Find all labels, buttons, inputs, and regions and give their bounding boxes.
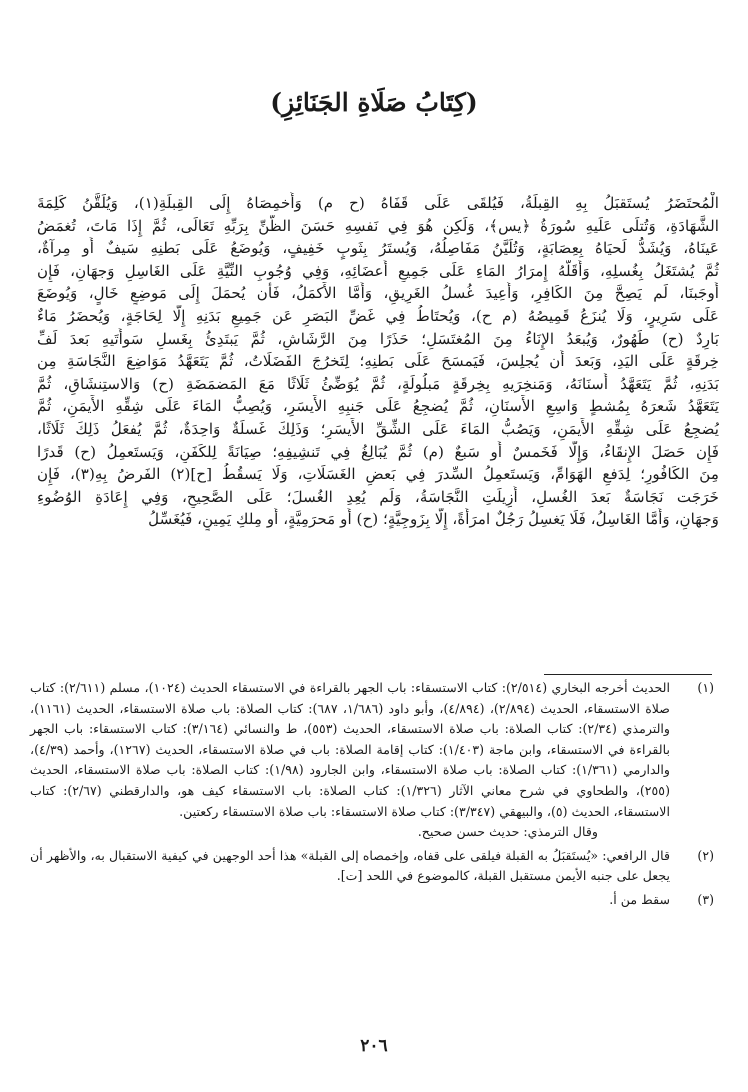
text-line: خِرقَةٍ عَلَى اليَدِ، وَبَعدَ أَن يُجلِسَ، فَيَمسَحَ عَلَى بَطنِهِ؛ لِتَخرُجَ الفَضَلَاتُ، ثُمَّ يَتَعَهَّدُ مَوَاضِعَ النَّجَاسَةِ مِن xyxy=(37,352,719,371)
main-text-body xyxy=(37,192,719,531)
footnote-text: الحديث أخرجه البخاري (٢/٥١٤): كتاب الاستسقاء: باب الجهر بالقراءة في الاستسقاء الحديث (١٠٢٤)، مسلم (٢/٦١١): كتاب صلاة الاستسقاء، الحديث (٢/٨٩٤)، (٤/٨٩٤)، وأبو داود (١/٦٨٦، ٦٨٧): كتاب الصلاة: باب صلاة الاستسقاء، الحديث (١١٦١)، والترمذي (٢/٣٤): كتاب الصلاة: باب صلاة الاستسقاء، الحديث (٥٥٣)، ط والنسائي (٣/١٦٤): كتاب الاستسقاء: باب الجهر بالقراءة في الاستسقاء، وابن ماجة (١/٤٠٣): كتاب إقامة الصلاة: باب في صلاة الاستسقاء، الحديث (١٢٦٧)، وأحمد (٤/٣٩)، والدارمي (١/٣٦١): كتاب الصلاة: باب صلاة الاستسقاء، وابن الجارود (١/٩٨): كتاب الصلاة: باب صلاة الاستسقاء، الحديث (٢٥٥)، والطحاوي في شرح معاني الآثار (١/٣٢٦): كتاب الصلاة: باب الاستسقاء كيف هو، والدارقطني (٢/٦٧): كتاب الاستسقاء، الحديث (٥)، والبيهقي (٣/٣٤٧): كتاب صلاة الاستسقاء: باب صلاة الاستسقاء ركعتين. xyxy=(30,680,671,819)
chapter-title: (كِتَابُ صَلَاةِ الجَنَائِزِ) xyxy=(270,88,478,117)
text-line: فَإِن حَصَلَ الإِنقَاءُ، وَإِلَّا فَخَمسٌ أَو سَبعٌ (م) ثُمَّ يُبَالِغُ فِي تَنشِيفِهِ؛ صِيَانَةً لِلكَفَنِ، وَيَستَعمِلُ (ح) قَدرًا xyxy=(37,442,719,461)
text-line: بَارِدٌ (ح) طَهُورٌ، وَيُبعَدُ الإِنَاءُ مِنَ المُغتَسَلِ؛ حَذَرًا مِنَ الرَّشَاشِ، ثُمَّ يَبتَدِئُ بِغَسلِ سَوأَتَيهِ بَعدَ لَفِّ xyxy=(37,329,719,348)
footnote xyxy=(30,890,716,911)
text-line: أَوجَبنَا، لَم يَصِحَّ مِنَ الكَافِرِ، وَأُعِيدَ غُسلُ الغَرِيقِ، وَأَمَّا الأَكمَلُ، فَأَن يُحمَلَ إِلَى مَوضِعٍ خَالٍ، وَيُوضَعَ xyxy=(37,284,719,303)
footnote-text: سقط من أ. xyxy=(609,891,670,907)
page-number: ٢٠٦ xyxy=(360,1036,388,1056)
text-line: يُضجِعُ عَلَى شِقِّهِ الأَيمَنِ، وَيَصُبُّ المَاءَ عَلَى الشِّقِّ الأَيسَرِ؛ وَذَلِكَ غَسلَةٌ وَاحِدَةٌ، ثُمَّ يُفعَلُ ذَلِكَ ثَلَاثًا، xyxy=(37,419,719,438)
text-line: وَجهَانِ، وَأَمَّا الغَاسِلُ، فَلَا يَغسِلُ رَجُلٌ امرَأَةً، إِلَّا بِزَوجِيَّةٍ؛ (ح) أَو مَحرَمِيَّةٍ، أَو مِلكِ يَمِينٍ، فَيُغَسِّلُ xyxy=(148,510,719,529)
text-line: عَينَاهُ، وَيُشَدُّ لَحيَاهُ بِعِصَابَةٍ، وَتُلَيَّنُ مَفَاصِلُهُ، وَيُستَرُ بِثَوبٍ خَفِيفٍ، وَيُوضَعُ عَلَى بَطنِهِ سَيفٌ أَو مِرآةٌ، xyxy=(37,239,719,258)
footnote-number: (٢) xyxy=(697,847,714,863)
text-line: خَرَجَت نَجَاسَةٌ بَعدَ الغُسلِ، أُزِيلَتِ النَّجَاسَةُ، وَلَم يُعِدِ الغُسلَ؛ عَلَى الصَّحِيحِ، وَفِي إِعَادَةِ الوُضُوءِ xyxy=(37,487,719,506)
text-line: ثُمَّ يُشتَغَلُ بِغُسلِهِ، وَأَقَلُّهُ إِمرَارُ المَاءِ عَلَى جَمِيعِ أَعضَائِهِ، وَفِي وُجُوبِ النِّيَّةِ عَلَى الغَاسِلِ وَجهَانِ، فَإِن xyxy=(37,261,719,280)
footnote xyxy=(30,678,716,843)
footnote-number: (١) xyxy=(697,680,714,695)
footnote-divider xyxy=(544,674,712,675)
footnotes-section xyxy=(30,678,716,914)
footnote-subtext: وقال الترمذي: حديث حسن صحيح. xyxy=(417,824,598,840)
footnote-number: (٣) xyxy=(697,891,714,907)
text-line: الشَّهَادَةِ، وَتُتلَى عَلَيهِ سُورَةُ ﴿يس﴾، وَلَكِن هُوَ فِي نَفسِهِ حَسَنَ الظَّنِّ بِرَبِّهِ تَعَالَى، ثُمَّ إِذَا مَاتَ، تُغمَضُ xyxy=(37,216,719,235)
text-line: مِنَ الكَافُورِ؛ لِدَفعِ الهَوَامِّ، وَيَستَعمِلُ السِّدرَ فِي بَعضِ الغَسَلَاتِ، وَلَا يَسقُطُ [ح](٢) الفَرضُ بِهِ(٣)، فَإِن xyxy=(37,465,719,484)
text-line: عَلَى سَرِيرٍ، وَلَا يُنزَعُ قَمِيصُهُ (م ح)، وَيُحتَاطُ فِي غَضِّ البَصَرِ عَن جَمِيعِ بَدَنِهِ إِلَّا لِحَاجَةٍ، وَيُحضَرُ مَاءٌ xyxy=(37,306,719,325)
footnote xyxy=(30,846,716,887)
footnote-text: قال الرافعي: «يُستَقبَلُ به القبلة فيلقى على قفاه، وإخمصاه إلى القبلة» هذا أحد الوجهين في كيفية الاستقبال به، والأظهر أن يجعل على جنبه الأيمن مستقبل القبلة، كالموضوع في اللحد [ت]. xyxy=(30,847,670,884)
text-line: يَتَعَهَّدُ شَعرَهُ بِمُشطٍ وَاسِعِ الأَسنَانِ، ثُمَّ يُضجِعُ عَلَى جَنبِهِ الأَيسَرِ، وَيُصِبُّ المَاءَ عَلَى شِقِّهِ الأَيمَنِ، ثُمَّ xyxy=(37,397,719,416)
text-line: بَدَنِهِ، ثُمَّ يَتَعَهَّدُ أَسنَانَهُ، وَمَنخِرَيهِ بِخِرقَةٍ مَبلُولَةٍ، ثُمَّ يُوَضِّئُ ثَلَاثًا مَعَ المَضمَضَةِ (ح) وَالاستِنشَاقِ، ثُمَّ xyxy=(37,374,719,393)
text-line: الْمُحتَضَرُ يُستَقبَلُ بِهِ القِبلَةُ، فَيُلقَى عَلَى قَفَاهُ (ح م) وَأُخمِصَاهُ إِلَى القِبلَةِ(١)، وَيُلَقَّنُ كَلِمَةَ xyxy=(37,194,719,212)
